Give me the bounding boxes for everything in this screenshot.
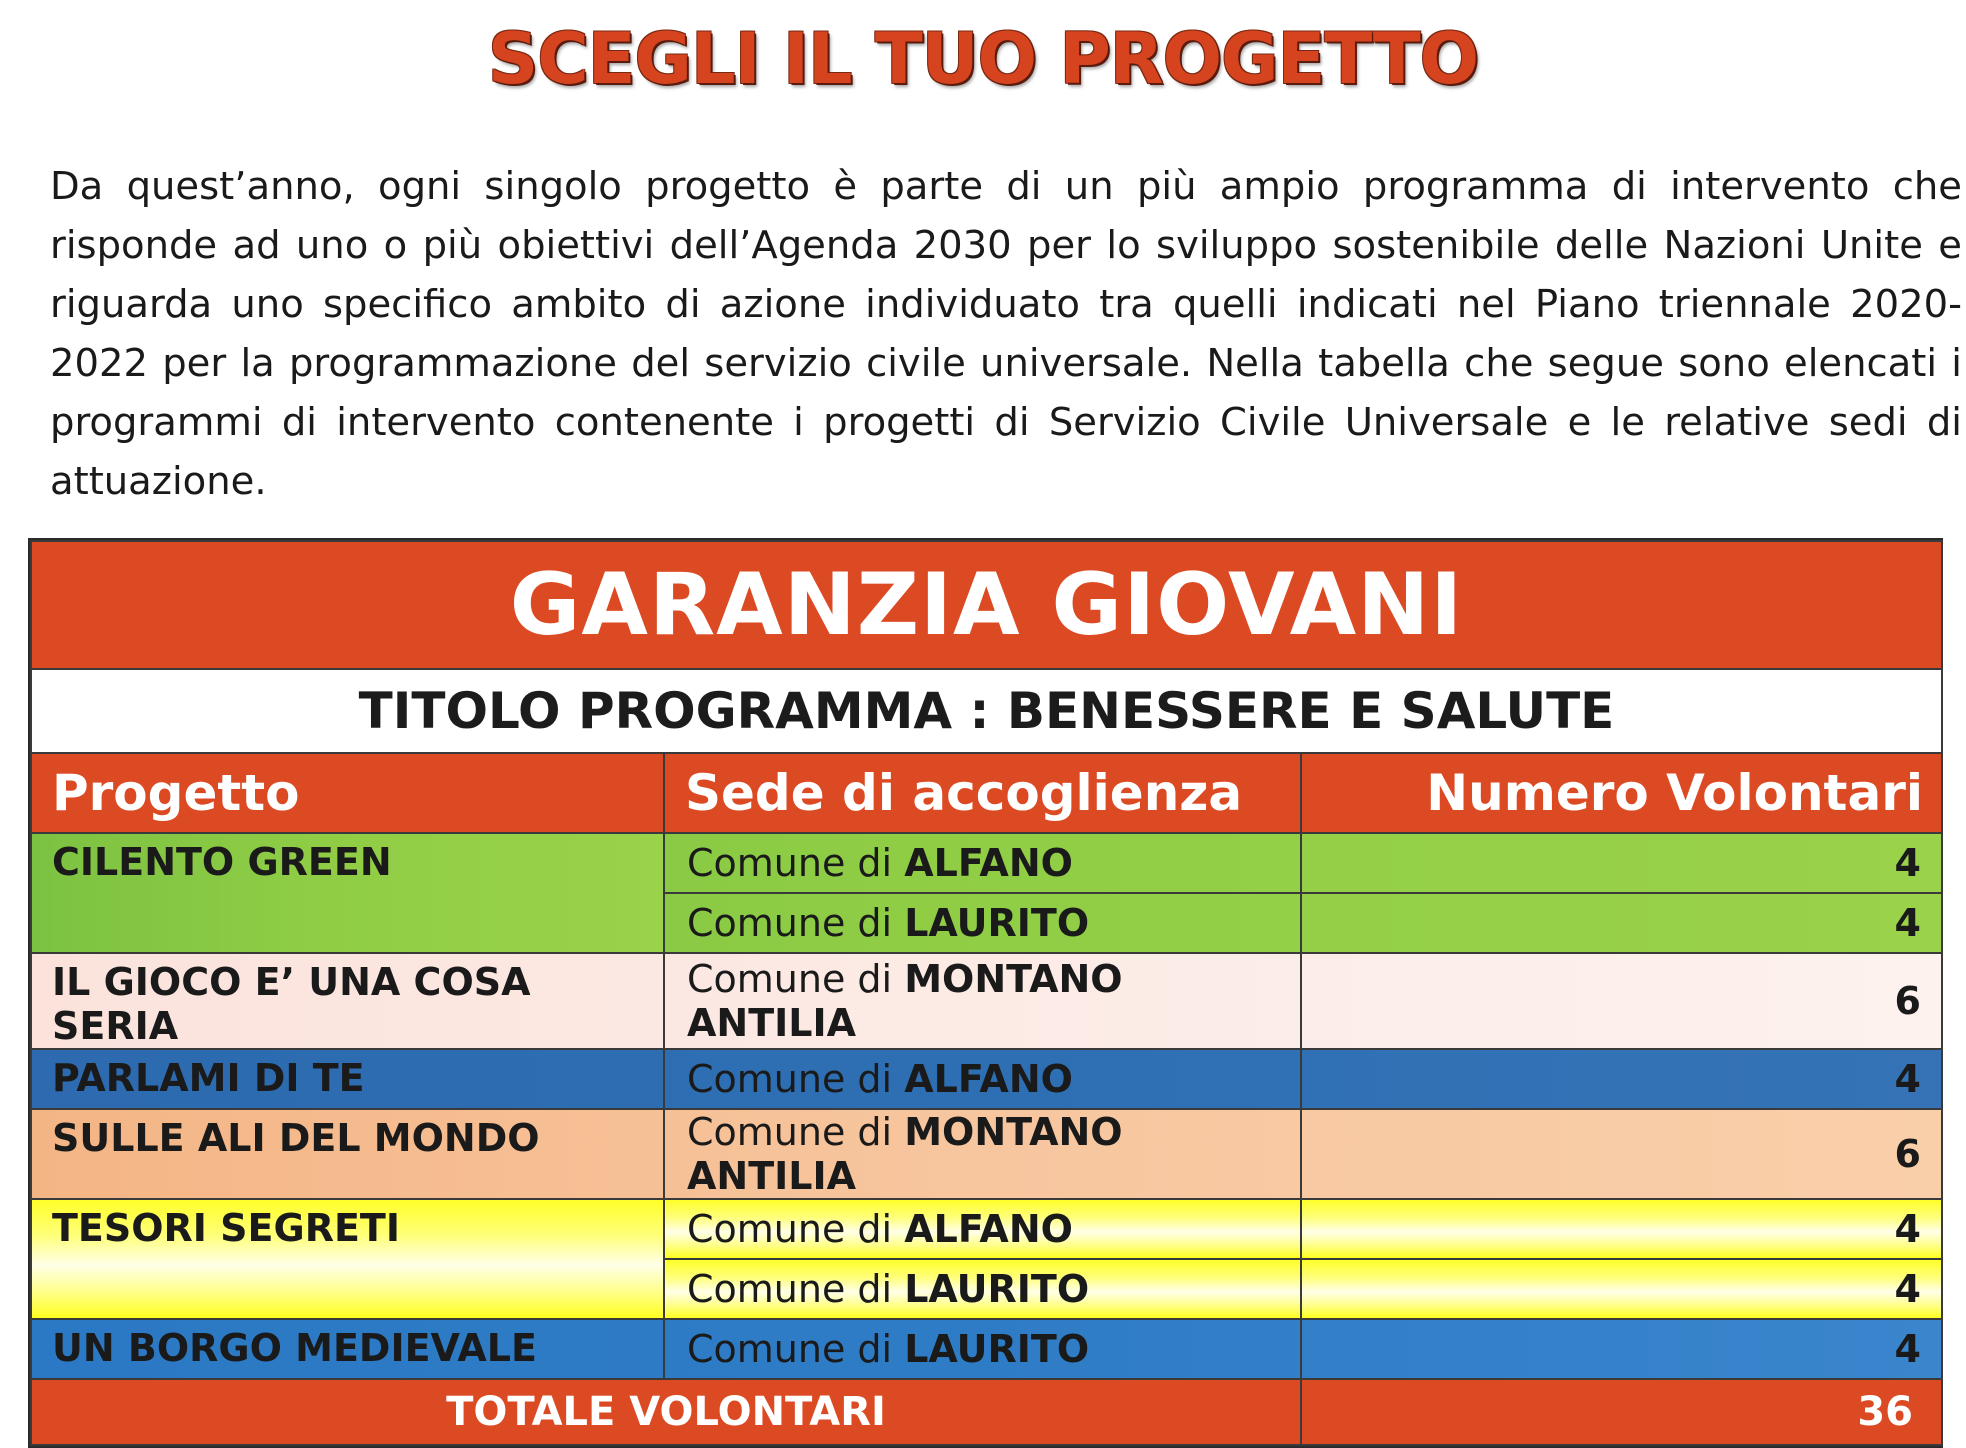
table-row [31, 1109, 1942, 1199]
sede-prefix: Comune di [687, 1267, 893, 1311]
volunteer-count: 6 [1301, 953, 1942, 1049]
table-row [31, 953, 1942, 1049]
municipality-name: MONTANO ANTILIA [687, 957, 1123, 1045]
volunteer-count: 4 [1301, 893, 1942, 953]
sede-cell [664, 1259, 1301, 1319]
page-title: SCEGLI IL TUO PROGETTO [487, 18, 1479, 100]
municipality-name: ALFANO [904, 1057, 1073, 1101]
project-name: UN BORGO MEDIEVALE [31, 1319, 664, 1379]
header-project: Progetto [31, 753, 664, 833]
project-name: PARLAMI DI TE [31, 1049, 664, 1109]
municipality-name: LAURITO [904, 1327, 1090, 1371]
sede-cell [664, 833, 1301, 893]
projects-table [28, 538, 1943, 1448]
table-row [31, 1049, 1942, 1109]
municipality-name: MONTANO ANTILIA [687, 1110, 1123, 1198]
volunteer-count: 6 [1301, 1109, 1942, 1199]
project-name: TESORI SEGRETI [31, 1199, 664, 1319]
volunteer-count: 4 [1301, 833, 1942, 893]
sede-cell [664, 1319, 1301, 1379]
table-row [31, 833, 1942, 893]
header-sede: Sede di accoglienza [664, 753, 1301, 833]
sede-prefix: Comune di [687, 1327, 893, 1371]
sede-cell [664, 953, 1301, 1049]
sede-prefix: Comune di [687, 1057, 893, 1101]
sede-prefix: Comune di [687, 841, 893, 885]
table-row [31, 1199, 1942, 1259]
municipality-name: ALFANO [904, 1207, 1073, 1251]
sede-cell [664, 1199, 1301, 1259]
project-name: CILENTO GREEN [31, 833, 664, 953]
sede-prefix: Comune di [687, 957, 893, 1001]
volunteer-count: 4 [1301, 1319, 1942, 1379]
municipality-name: LAURITO [904, 901, 1090, 945]
municipality-name: ALFANO [904, 841, 1073, 885]
sede-cell [664, 1109, 1301, 1199]
sede-cell [664, 1049, 1301, 1109]
project-name: SULLE ALI DEL MONDO [31, 1109, 664, 1199]
municipality-name: LAURITO [904, 1267, 1090, 1311]
header-number: Numero Volontari [1301, 753, 1942, 833]
table-row [31, 1319, 1942, 1379]
volunteer-count: 4 [1301, 1049, 1942, 1109]
volunteer-count: 4 [1301, 1199, 1942, 1259]
project-name: IL GIOCO E’ UNA COSA SERIA [31, 953, 664, 1049]
total-value: 36 [1301, 1379, 1942, 1445]
sede-prefix: Comune di [687, 901, 893, 945]
volunteer-count: 4 [1301, 1259, 1942, 1319]
program-banner: GARANZIA GIOVANI [31, 541, 1942, 669]
total-row [31, 1379, 1942, 1445]
sede-prefix: Comune di [687, 1207, 893, 1251]
table-header-row [31, 753, 1942, 833]
total-label: TOTALE VOLONTARI [31, 1379, 1301, 1445]
sede-prefix: Comune di [687, 1110, 893, 1154]
program-subtitle: TITOLO PROGRAMMA : BENESSERE E SALUTE [31, 669, 1942, 753]
sede-cell [664, 893, 1301, 953]
intro-paragraph: Da quest’anno, ogni singolo progetto è parte di un più ampio programma di intervento che risponde ad uno o più obiettivi dell’Agenda 2030 per lo sviluppo sostenibile delle Nazioni Unite e riguarda uno specifico ambito di azione individuato tra quelli indicati nel Piano triennale 2020-2022 per la programmazione del servizio civile universale. Nella tabella che segue sono elencati i programmi di intervento contenente i progetti di Servizio Civile Universale e le relative sedi di attuazione. [50, 164, 1962, 504]
